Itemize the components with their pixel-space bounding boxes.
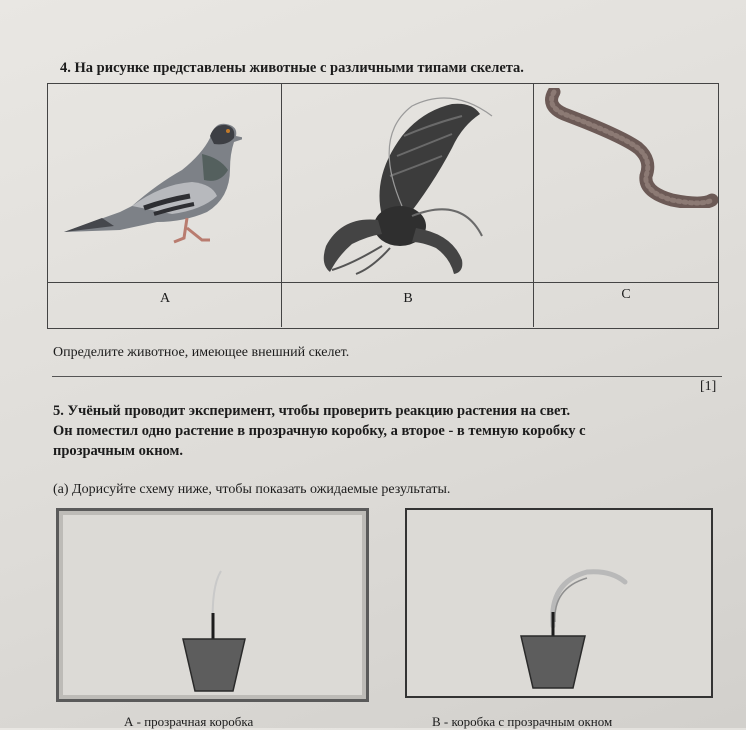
question-5-body-line1: Он поместил одно растение в прозрачную коробку, а второе - в темную коробку с xyxy=(53,423,586,439)
label-c: C xyxy=(621,287,631,302)
label-b: B xyxy=(403,291,413,306)
question-5-part-a: (а) Дорисуйте схему ниже, чтобы показать ожидаемые результаты. xyxy=(53,482,451,497)
earthworm-picture xyxy=(542,88,718,208)
caption-a: А - прозрачная коробка xyxy=(124,714,254,729)
animal-table xyxy=(47,83,719,329)
answer-line[interactable] xyxy=(52,376,722,377)
table-divider xyxy=(48,282,718,283)
caption-b: В - коробка с прозрачным окном xyxy=(432,714,613,729)
plant-b-drawing xyxy=(507,560,647,692)
crayfish-picture xyxy=(312,96,502,276)
question-4-prompt: Определите животное, имеющее внешний скелет. xyxy=(53,345,350,360)
question-4-title: 4. На рисунке представлены животные с различными типами скелета. xyxy=(60,60,524,76)
label-a: A xyxy=(159,291,171,306)
marks-label: [1] xyxy=(700,379,717,394)
pigeon-picture xyxy=(62,114,242,254)
question-5-title: 5. Учёный проводит эксперимент, чтобы проверить реакцию растения на свет. xyxy=(53,403,571,419)
plant-a-drawing xyxy=(177,567,257,697)
transparent-box-panel[interactable] xyxy=(56,508,369,702)
question-5-body-line2: прозрачным окном. xyxy=(53,443,184,459)
dark-box-panel[interactable] xyxy=(405,508,713,698)
